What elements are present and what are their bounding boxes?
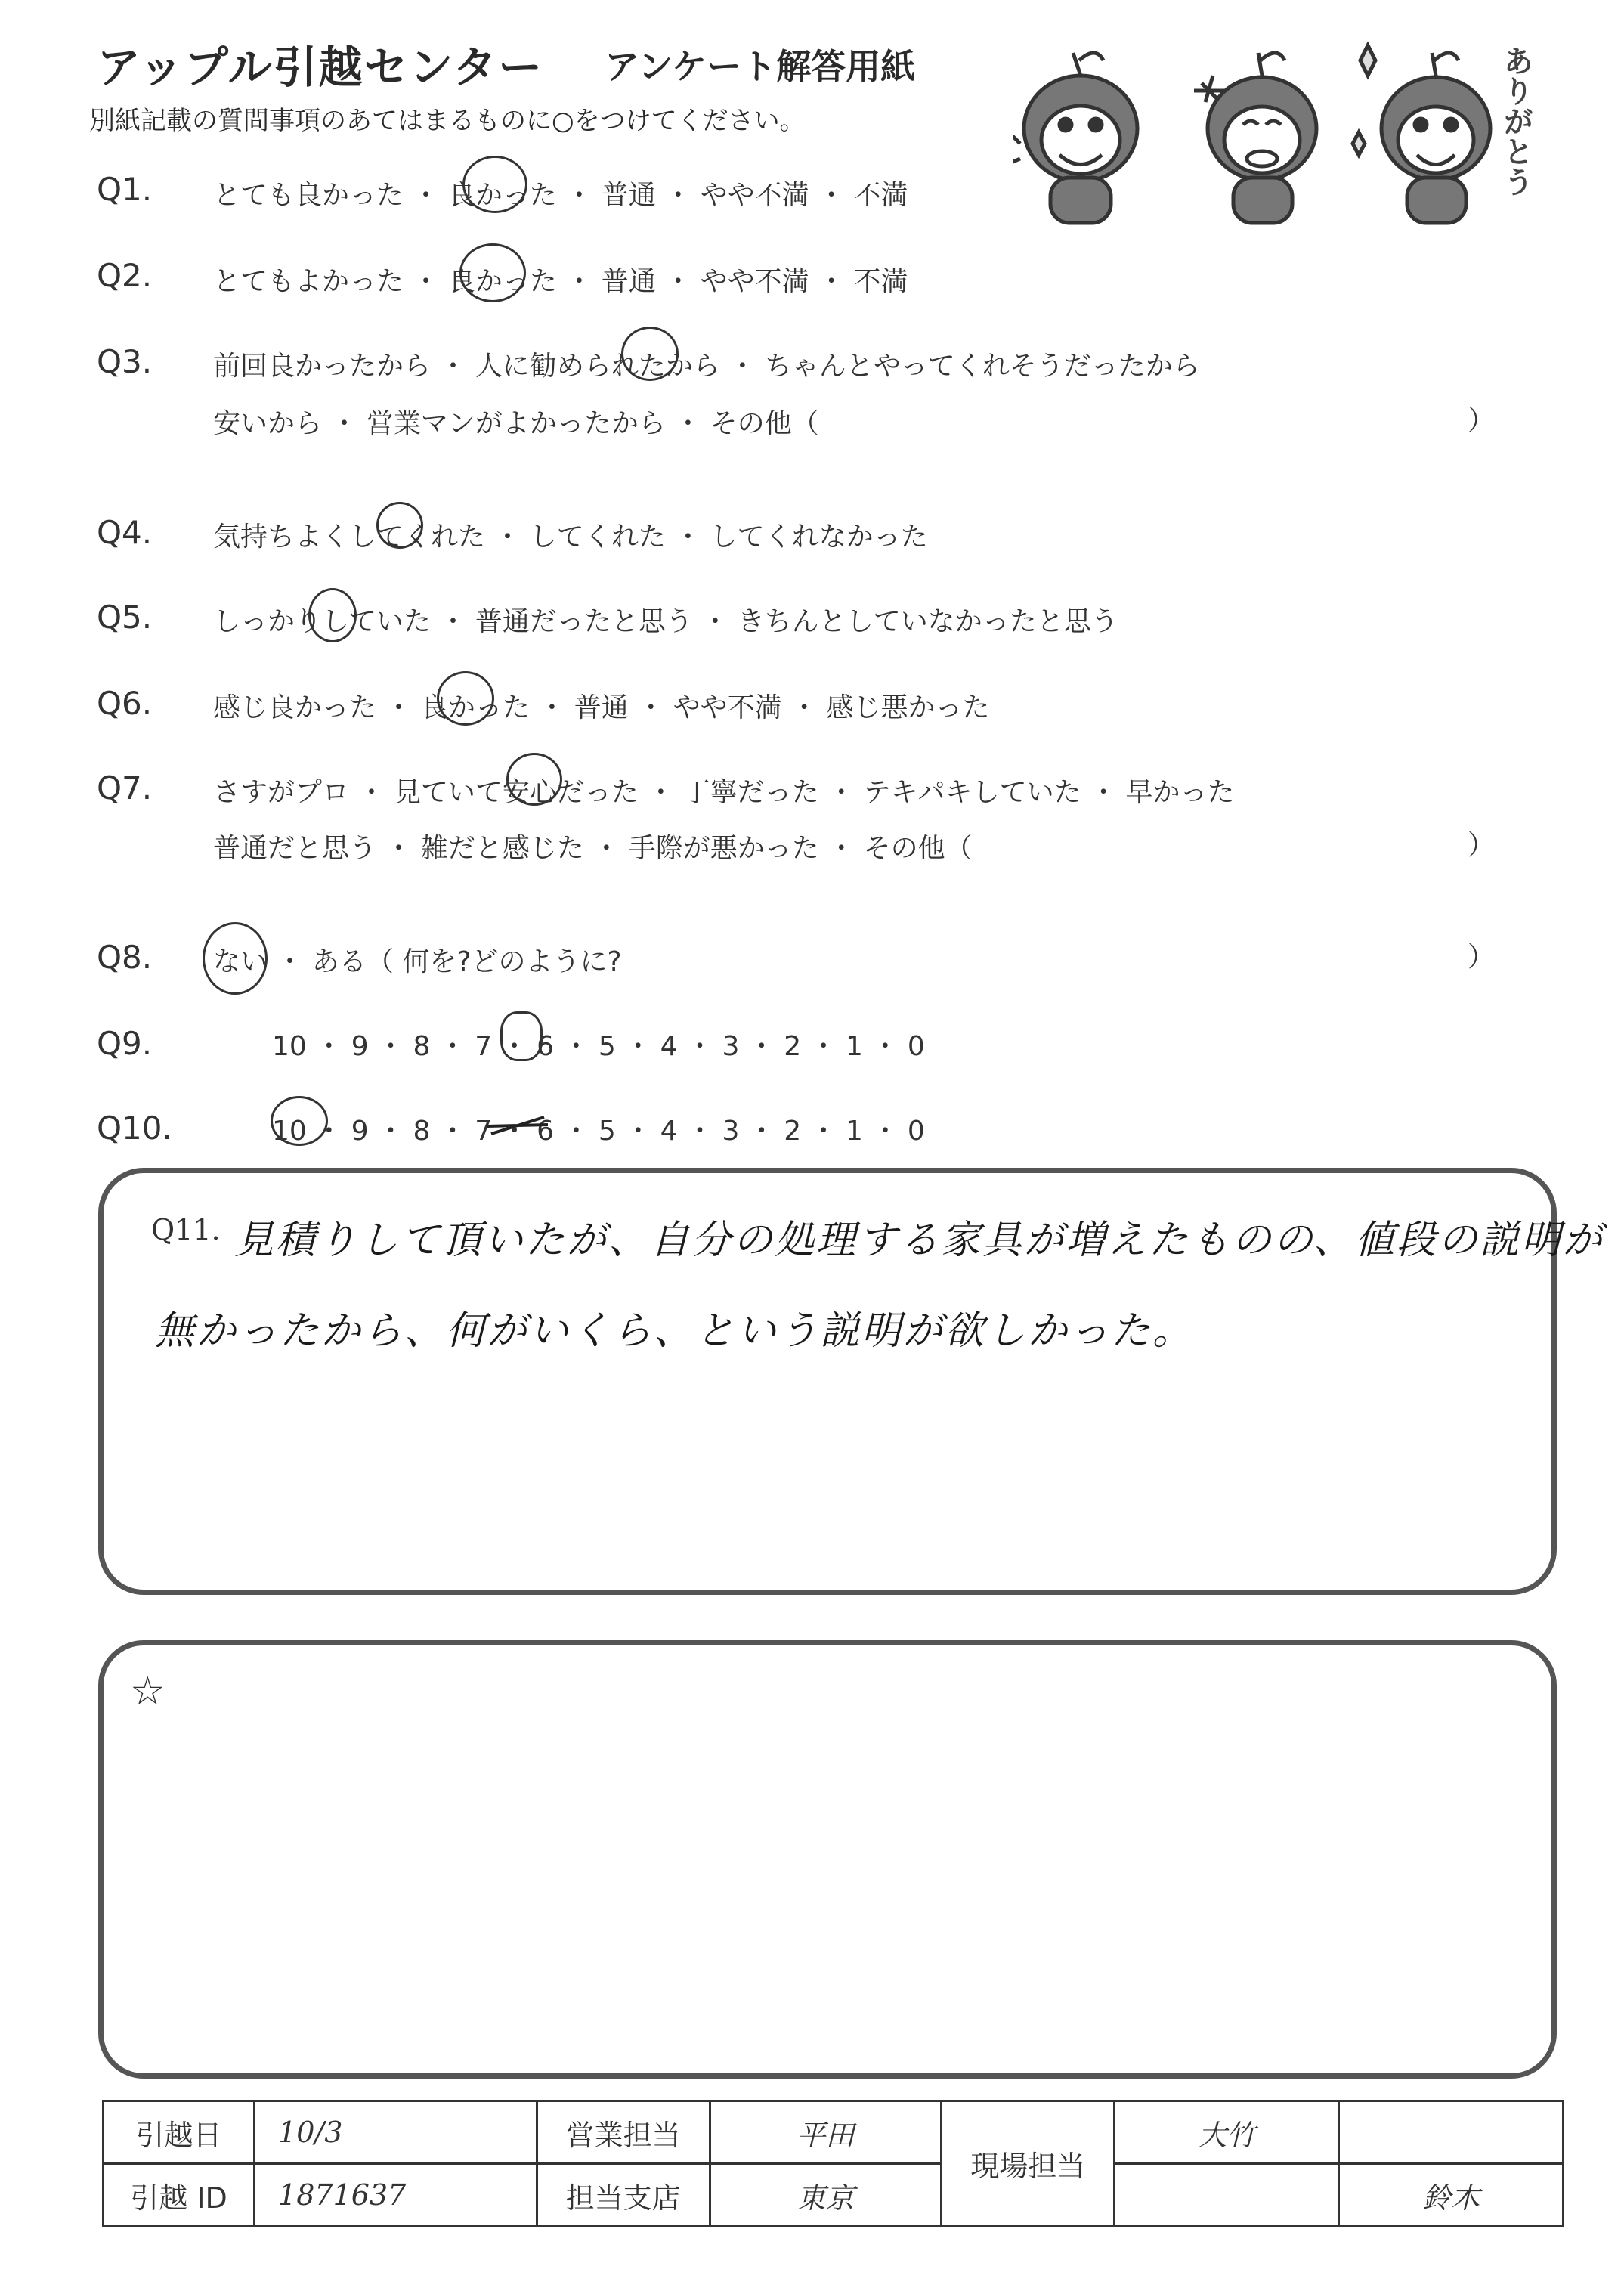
answer-circle-q6 xyxy=(437,671,494,726)
q11-label: Q11. xyxy=(151,1213,221,1246)
q1-label: Q1. xyxy=(97,171,153,208)
site-rep-label: 現場担当 xyxy=(942,2101,1115,2227)
q5-label: Q5. xyxy=(97,599,153,636)
footer-info-table xyxy=(102,2100,1564,2227)
star-icon: ☆ xyxy=(130,1669,165,1714)
answer-circle-q4 xyxy=(376,502,423,549)
sales-rep-label: 営業担当 xyxy=(537,2101,710,2164)
company-name: アップル引越センター xyxy=(97,42,544,93)
answer-circle-q5 xyxy=(308,588,357,642)
q11-answer-line2: 無かったから、何がいくら、という説明が欲しかった。 xyxy=(155,1308,1195,1354)
answer-circle-q10 xyxy=(271,1096,328,1146)
q6-options[interactable]: 感じ良かった ・ 良かった ・ 普通 ・ やや不満 ・ 感じ悪かった xyxy=(213,692,990,723)
q9-scale[interactable]: 10 ・ 9 ・ 8 ・ 7 ・ 6 ・ 5 ・ 4 ・ 3 ・ 2 ・ 1 ・ 0 xyxy=(272,1031,925,1062)
q7-label: Q7. xyxy=(97,769,153,806)
q2-label: Q2. xyxy=(97,257,153,294)
q7-close-paren: ） xyxy=(1468,830,1496,861)
q8-close-paren: ） xyxy=(1468,942,1496,973)
answer-circle-q8 xyxy=(203,922,268,995)
move-id-value: 1871637 xyxy=(255,2164,537,2227)
strike-mark-q10 xyxy=(484,1111,552,1141)
answer-circle-q3 xyxy=(621,327,679,381)
move-id-label: 引越 ID xyxy=(104,2164,255,2227)
q7-options-line1[interactable]: さすがプロ ・ 見ていて安心だった ・ 丁寧だった ・ テキパキしていた ・ 早かった xyxy=(213,777,1235,808)
answer-circle-q7 xyxy=(506,753,562,806)
branch-label: 担当支店 xyxy=(537,2164,710,2227)
site-rep-value-2: 鈴木 xyxy=(1339,2164,1564,2227)
q7-options-line2[interactable]: 普通だと思う ・ 雑だと感じた ・ 手際が悪かった ・ その他（ xyxy=(213,833,973,864)
answer-circle-q1 xyxy=(462,156,527,213)
form-title: アンケート解答用紙 xyxy=(605,46,916,87)
q3-close-paren: ） xyxy=(1468,405,1496,436)
q10-label: Q10. xyxy=(97,1110,172,1147)
sales-rep-value: 平田 xyxy=(710,2101,942,2164)
site-rep-value-1: 大竹 xyxy=(1115,2101,1339,2164)
thanks-text: ありがとう xyxy=(1499,45,1533,197)
instruction-text: 別紙記載の質問事項のあてはまるものに○をつけてください。 xyxy=(89,106,806,136)
move-date-value: 10/3 xyxy=(255,2101,537,2164)
q4-label: Q4. xyxy=(97,514,153,551)
q10-scale[interactable]: 10 ・ 9 ・ 8 ・ 7 ・ 6 ・ 5 ・ 4 ・ 3 ・ 2 ・ 1 ・ 0 xyxy=(272,1116,925,1147)
q6-label: Q6. xyxy=(97,685,153,722)
q1-options[interactable]: とても良かった ・ 良かった ・ 普通 ・ やや不満 ・ 不満 xyxy=(213,180,908,211)
q8-label: Q8. xyxy=(97,939,153,976)
q3-label: Q3. xyxy=(97,343,153,380)
q3-options-line2[interactable]: 安いから ・ 営業マンがよかったから ・ その他（ xyxy=(213,408,819,439)
branch-value: 東京 xyxy=(710,2164,942,2227)
star-comment-box xyxy=(98,1640,1557,2079)
q3-options-line1[interactable]: 前回良かったから ・ 人に勧められたから ・ ちゃんとやってくれそうだったから xyxy=(213,351,1200,382)
q8-options[interactable]: ない ・ ある（ 何を?どのように? xyxy=(213,946,622,977)
monkey-mascots-illustration xyxy=(1013,30,1557,234)
q5-options[interactable]: しっかりしていた ・ 普通だったと思う ・ きちんとしていなかったと思う xyxy=(213,606,1118,637)
move-date-label: 引越日 xyxy=(104,2101,255,2164)
answer-circle-q9 xyxy=(500,1011,543,1061)
answer-circle-q2 xyxy=(459,243,526,302)
q4-options[interactable]: 気持ちよくしてくれた ・ してくれた ・ してくれなかった xyxy=(213,522,928,553)
q9-label: Q9. xyxy=(97,1025,153,1062)
q2-options[interactable]: とてもよかった ・ 良かった ・ 普通 ・ やや不満 ・ 不満 xyxy=(213,266,908,297)
q11-answer-line1: 見積りして頂いたが、自分の処理する家具が増えたものの、値段の説明が xyxy=(234,1218,1604,1263)
